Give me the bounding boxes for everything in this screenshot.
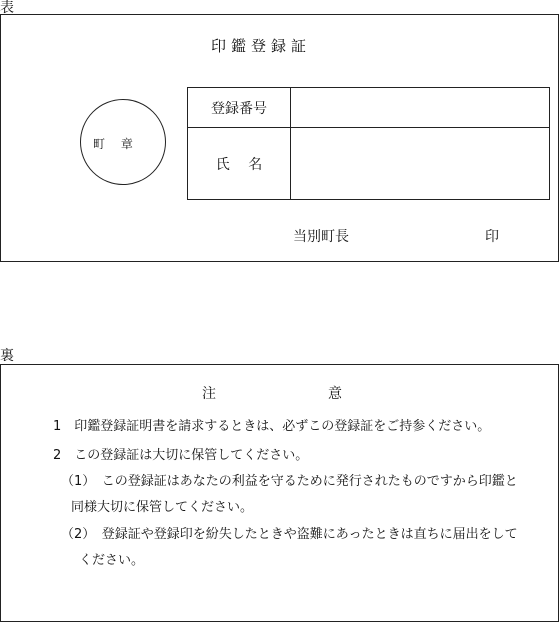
town-seal-label: 町 章 bbox=[93, 137, 133, 151]
stamp-mark: 印 bbox=[485, 229, 499, 245]
name-value bbox=[291, 128, 550, 200]
card-title: 印鑑登録証 bbox=[211, 37, 312, 55]
back-card bbox=[0, 364, 559, 622]
notice-subitem-1-cont: 同様大切に保管してください。 bbox=[71, 500, 254, 515]
registration-number-row bbox=[188, 88, 550, 128]
registration-number-value bbox=[291, 88, 550, 128]
issuer-label: 当別町長 bbox=[293, 229, 349, 245]
front-card bbox=[0, 14, 559, 262]
notice-subitem-2: （2） 登録証や登録印を紛失したときや盗難にあったときは直ちに届出をして bbox=[61, 527, 518, 542]
notice-item-2: 2 この登録証は大切に保管してください。 bbox=[53, 448, 309, 463]
front-side-label: 表 bbox=[0, 0, 14, 16]
notice-item-1: 1 印鑑登録証明書を請求するときは、必ずこの登録証をご持参ください。 bbox=[53, 419, 491, 434]
notice-heading: 注 意 bbox=[202, 386, 342, 402]
name-row bbox=[188, 128, 550, 200]
name-label: 氏 名 bbox=[188, 128, 291, 200]
notice-subitem-1: （1） この登録証はあなたの利益を守るために発行されたものですから印鑑と bbox=[61, 474, 518, 489]
registration-number-label: 登録番号 bbox=[188, 88, 291, 128]
registration-table bbox=[187, 87, 550, 200]
notice-subitem-2-cont: ください。 bbox=[79, 553, 145, 568]
town-seal-circle bbox=[80, 99, 166, 185]
back-side-label: 裏 bbox=[0, 348, 14, 364]
